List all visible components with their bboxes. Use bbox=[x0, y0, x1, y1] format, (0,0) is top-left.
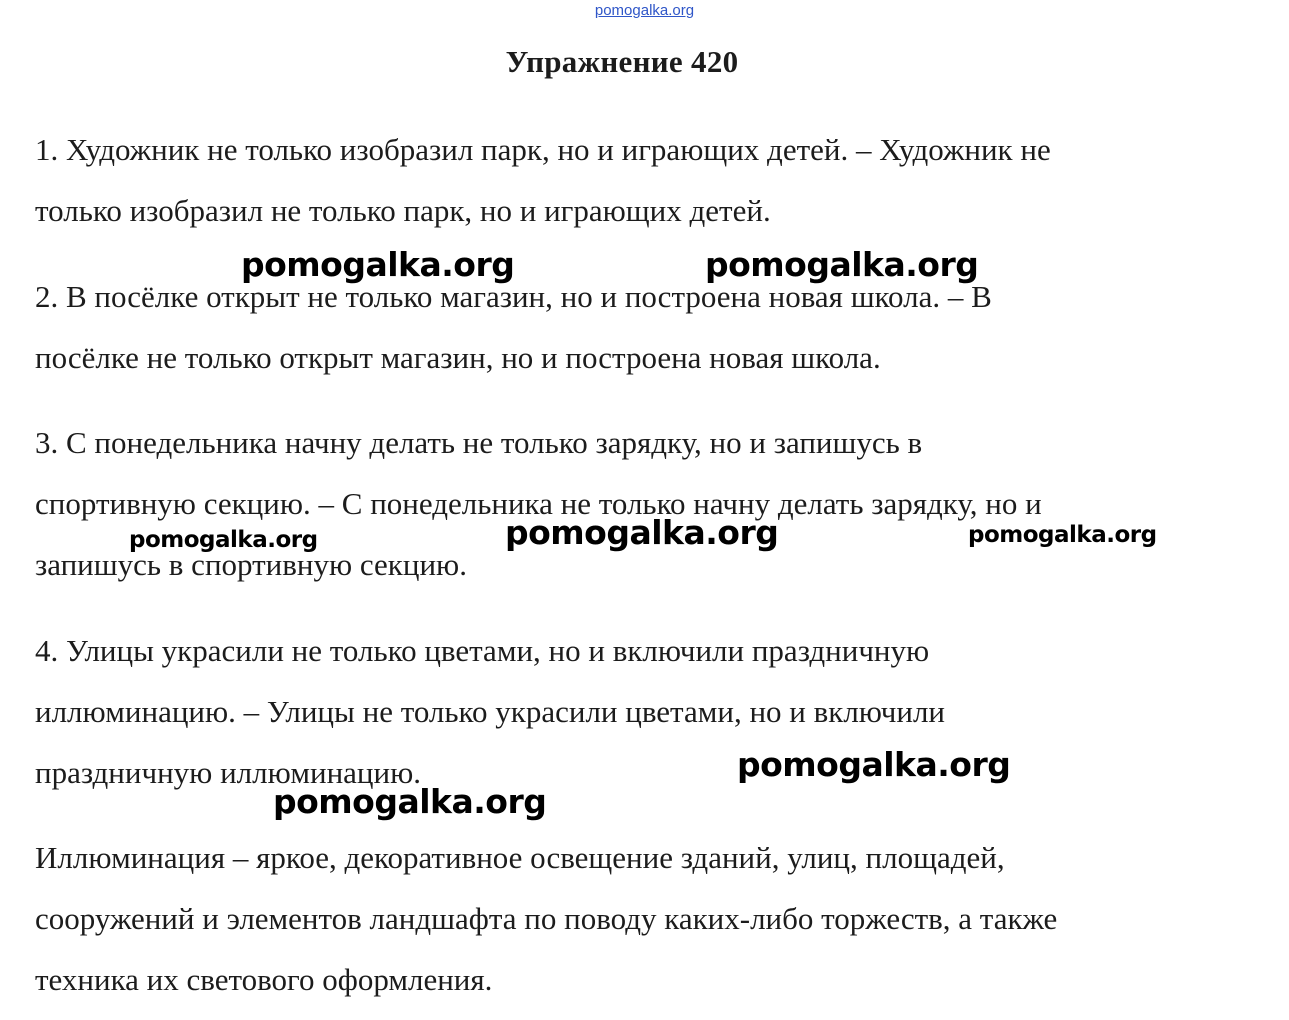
watermark: pomogalka.org bbox=[705, 245, 979, 284]
watermark: pomogalka.org bbox=[505, 513, 779, 552]
watermark: pomogalka.org bbox=[737, 745, 1011, 784]
text-line: Иллюминация – яркое, декоративное освещение зданий, улиц, площадей, bbox=[35, 840, 1005, 875]
text-line: 4. Улицы украсили не только цветами, но и включили праздничную bbox=[35, 633, 930, 668]
text-line: сооружений и элементов ландшафта по поводу каких-либо торжеств, а также bbox=[35, 901, 1058, 936]
watermark: pomogalka.org bbox=[129, 527, 318, 553]
text-line: праздничную иллюминацию. bbox=[35, 755, 422, 790]
text-line: техника их светового оформления. bbox=[35, 962, 493, 997]
text-line: посёлке не только открыт магазин, но и построена новая школа. bbox=[35, 340, 881, 375]
watermark: pomogalka.org bbox=[968, 522, 1157, 548]
text-line: 2. В посёлке открыт не только магазин, но и построена новая школа. – В bbox=[35, 279, 992, 314]
text-line: иллюминацию. – Улицы не только украсили цветами, но и включили bbox=[35, 694, 946, 729]
watermark: pomogalka.org bbox=[273, 782, 547, 821]
text-line: 3. С понедельника начну делать не только зарядку, но и запишусь в bbox=[35, 425, 923, 460]
text-line: запишусь в спортивную секцию. bbox=[35, 547, 467, 582]
text-line: спортивную секцию. – С понедельника не только начну делать зарядку, но и bbox=[35, 486, 1042, 521]
text-line: 1. Художник не только изобразил парк, но и играющих детей. – Художник не bbox=[35, 132, 1051, 167]
watermark: pomogalka.org bbox=[241, 245, 515, 284]
page-title: Упражнение 420 bbox=[505, 44, 739, 79]
text-line: только изобразил не только парк, но и играющих детей. bbox=[35, 193, 771, 228]
site-link[interactable]: pomogalka.org bbox=[594, 2, 695, 19]
